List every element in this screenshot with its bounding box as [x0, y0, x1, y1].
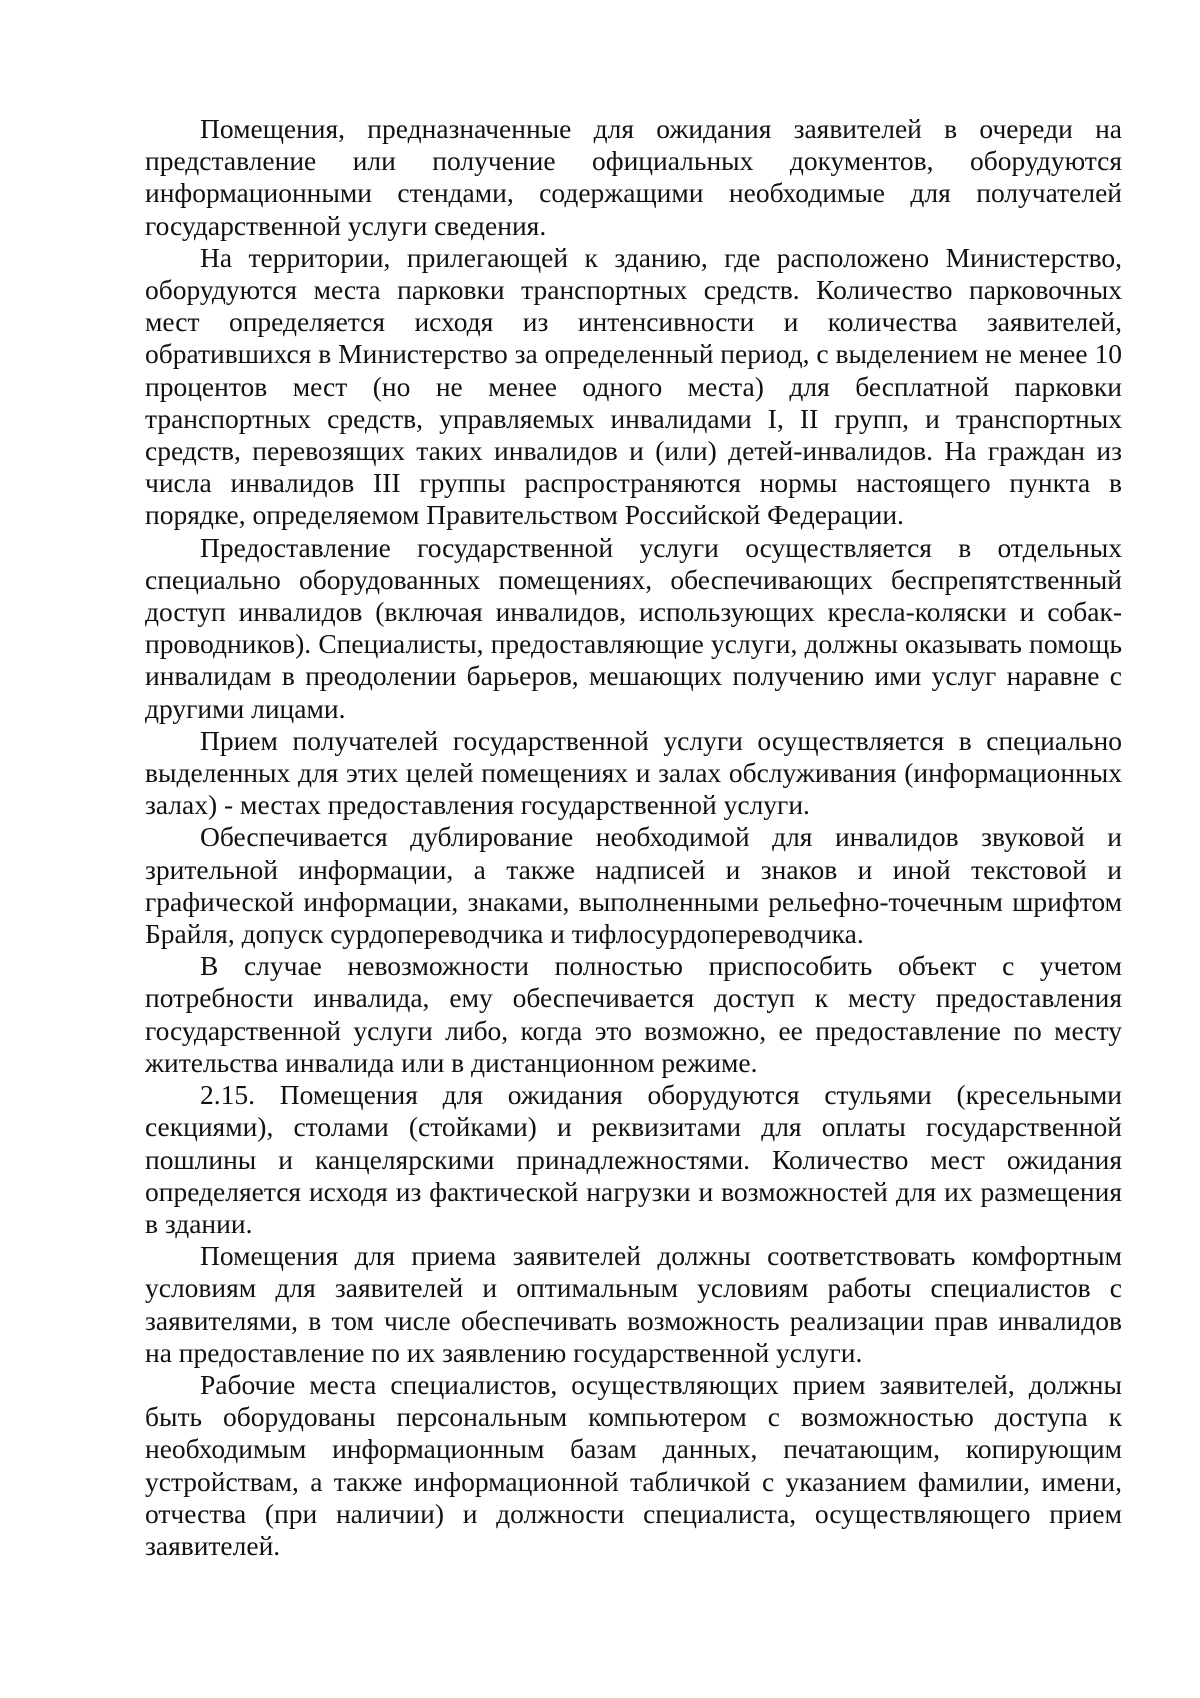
paragraph-information-duplication: Обеспечивается дублирование необходимой для инвалидов звуковой и зрительной информации, а также надписей и знаков и иной текстовой и графической информации, знаками, выполненными рельефно-точечным шрифтом Брайля, допуск сурдопереводчика и тифлосурдопереводчика.	[145, 821, 1122, 950]
paragraph-waiting-rooms: Помещения, предназначенные для ожидания заявителей в очереди на представление или получение официальных документов, оборудуются информационными стендами, содержащими необходимые для получателей государственной услуги сведения.	[145, 113, 1122, 241]
paragraph-accessible-premises: Предоставление государственной услуги осуществляется в отдельных специально оборудованных помещениях, обеспечивающих беспрепятственный доступ инвалидов (включая инвалидов, использующих кресла-коляски и собак-проводников). Специалисты, предоставляющие услуги, должны оказывать помощь инвалидам в преодолении барьеров, мешающих получению ими услуг наравне с другими лицами.	[145, 531, 1122, 724]
paragraph-workplaces: Рабочие места специалистов, осуществляющих прием заявителей, должны быть оборудованы персональным компьютером с возможностью доступа к необходимым информационным базам данных, печатающим, копирующим устройствам, а также информационной табличкой с указанием фамилии, имени, отчества (при наличии) и должности специалиста, осуществляющего прием заявителей.	[145, 1368, 1122, 1561]
paragraph-reception-halls: Прием получателей государственной услуги осуществляется в специально выделенных для этих целей помещениях и залах обслуживания (информационных залах) - местах предоставления государственной услуги.	[145, 724, 1122, 821]
paragraph-reception-conditions: Помещения для приема заявителей должны соответствовать комфортным условиям для заявителей и оптимальным условиям работы специалистов с заявителями, в том числе обеспечивать возможность реализации прав инвалидов на предоставление по их заявлению государственной услуги.	[145, 1240, 1122, 1368]
paragraph-parking: На территории, прилегающей к зданию, где расположено Министерство, оборудуются места парковки транспортных средств. Количество парковочных мест определяется исходя из интенсивности и количества заявителей, обратившихся в Министерство за определенный период, с выделением не менее 10 процентов мест (но не менее одного места) для бесплатной парковки транспортных средств, управляемых инвалидами I, II групп, и транспортных средств, перевозящих таких инвалидов и (или) детей-инвалидов. На граждан из числа инвалидов III группы распространяются нормы настоящего пункта в порядке, определяемом Правительством Российской Федерации.	[145, 241, 1122, 531]
paragraph-remote-service: В случае невозможности полностью приспособить объект с учетом потребности инвалида, ему обеспечивается доступ к месту предоставления государственной услуги либо, когда это возможно, ее предоставление по месту жительства инвалида или в дистанционном режиме.	[145, 950, 1122, 1078]
paragraph-section-2-15: 2.15. Помещения для ожидания оборудуются стульями (кресельными секциями), столами (стойками) и реквизитами для оплаты государственной пошлины и канцелярскими принадлежностями. Количество мест ожидания определяется исходя из фактической нагрузки и возможностей для их размещения в здании.	[145, 1079, 1122, 1239]
document-page	[145, 113, 1122, 1562]
